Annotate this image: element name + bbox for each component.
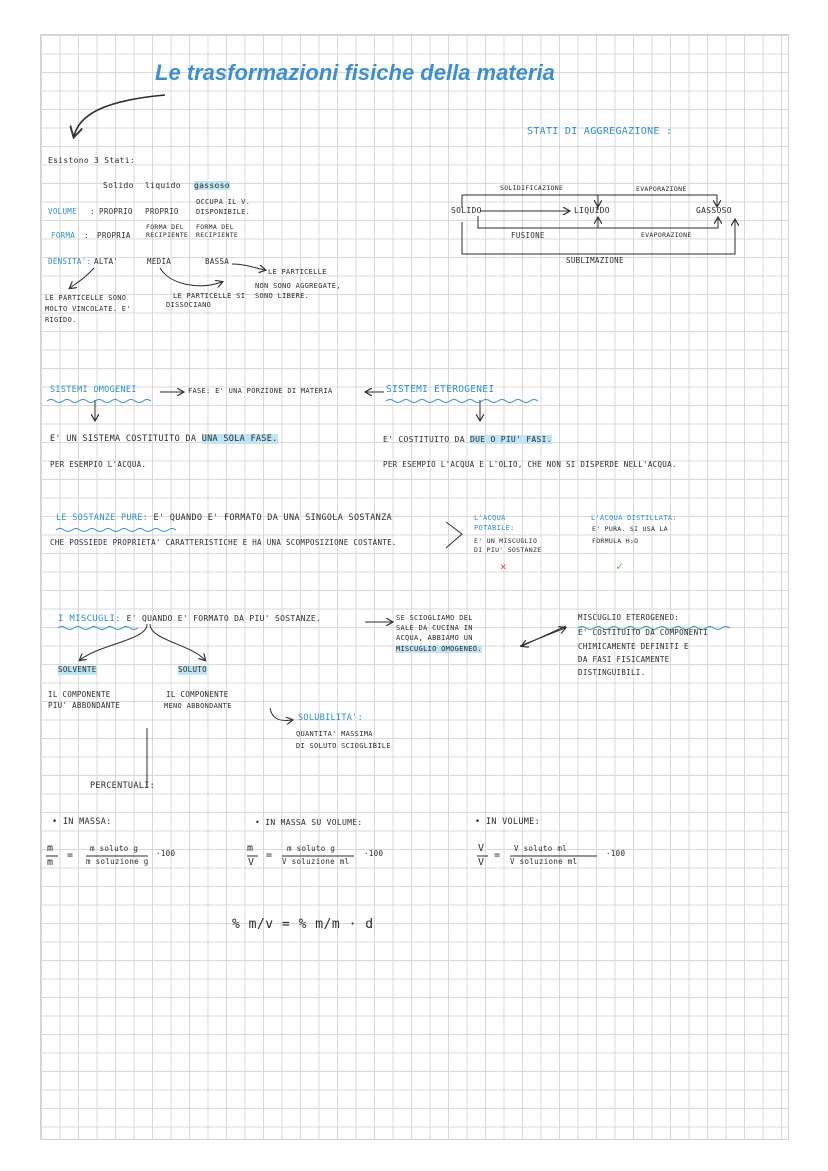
forma-sep: : <box>84 231 89 240</box>
miscugli-definition <box>58 614 321 624</box>
label-solidificazione: SOLIDIFICAZIONE <box>500 184 564 192</box>
omogenei-def-prefix: E' UN SISTEMA COSTITUITO DA <box>50 434 197 444</box>
note-liquido-1: LE PARTICELLE SI <box>173 292 246 300</box>
intro-heading: Esistono 3 Stati: <box>48 156 135 165</box>
massa-heading: • IN MASSA: <box>52 817 112 827</box>
eterogenei-definition <box>383 435 552 444</box>
potabile-title-2: POTABILE: <box>474 524 515 532</box>
label-evaporazione-top: EVAPORAZIONE <box>636 185 687 193</box>
volume-liquido: PROPRIO <box>145 207 179 216</box>
pure-definition-1 <box>56 514 392 524</box>
f3-denominator: V soluzione ml <box>510 857 578 866</box>
volume-gassoso-1: OCCUPA IL V. <box>196 198 251 206</box>
note-solido-2: MOLTO VINCOLATE. E' <box>45 305 131 313</box>
omogeneo-example-3: ACQUA, ABBIAMO UN <box>396 634 473 642</box>
check-icon: ✓ <box>616 559 624 573</box>
row-volume-label: VOLUME <box>48 207 77 216</box>
f1-equals: = <box>67 850 74 861</box>
solubilita-label: SOLUBILITA': <box>298 713 364 723</box>
distillata-title: L'ACQUA DISTILLATA: <box>591 514 677 522</box>
percentuali-heading: PERCENTUALI: <box>90 781 156 791</box>
f1-left-den: m <box>47 857 54 868</box>
eterogeneo-desc-1: E' COSTITUITO DA COMPONENTI <box>578 628 709 637</box>
eterogeneo-desc-2: CHIMICAMENTE DEFINITI E <box>578 642 689 651</box>
volume-heading: • IN VOLUME: <box>475 817 541 827</box>
title-arrow <box>74 95 165 136</box>
state-solido: SOLIDO <box>451 206 482 215</box>
solvente-def-1: IL COMPONENTE <box>48 690 111 699</box>
fase-definition: FASE: E' UNA PORZIONE DI MATERIA <box>188 387 333 395</box>
densita-solido: ALTA' <box>94 257 119 266</box>
forma-gassoso-2: RECIPIENTE <box>196 231 239 239</box>
f2-denominator: V soluzione ml <box>282 857 350 866</box>
forma-gassoso-1: FORMA DEL <box>196 223 234 231</box>
potabile-title-1: L'ACQUA <box>474 514 506 522</box>
soluto-label: SOLUTO <box>178 665 207 674</box>
massa-volume-heading: • IN MASSA SU VOLUME: <box>255 818 363 827</box>
soluto-def-2: MENO ABBONDANTE <box>164 702 232 710</box>
f1-times: ·100 <box>156 849 176 858</box>
forma-solido: PROPRIA <box>97 231 131 240</box>
f2-left-num: m <box>247 843 254 854</box>
omogenei-esempio: PER ESEMPIO L'ACQUA. <box>50 460 147 469</box>
eterogeneo-desc-4: DISTINGUIBILI. <box>578 668 646 677</box>
f2-times: ·100 <box>364 849 384 858</box>
sistemi-eterogenei: SISTEMI ETEROGENEI <box>386 384 495 395</box>
pure-label: LE SOSTANZE PURE: <box>56 513 149 523</box>
row-forma-label: FORMA <box>51 231 76 240</box>
col-solido: Solido <box>103 181 134 190</box>
omogeneo-example-4: MISCUGLIO OMOGENEO. <box>396 645 482 653</box>
soluto-def-1: IL COMPONENTE <box>166 690 229 699</box>
label-fusione: FUSIONE <box>511 231 545 240</box>
state-gassoso: GASSOSO <box>696 206 732 215</box>
note-solido-3: RIGIDO. <box>45 316 77 324</box>
col-liquido: liquido <box>145 181 181 190</box>
omogeneo-example-1: SE SCIOGLIAMO DEL <box>396 614 473 622</box>
f3-numerator: V soluto ml <box>514 844 567 853</box>
volume-solido: PROPRIO <box>99 207 133 216</box>
omogeneo-example-2: SALE DA CUCINA IN <box>396 624 473 632</box>
miscugli-def: E' QUANDO E' FORMATO DA PIU' SOSTANZE. <box>126 614 322 623</box>
volume-heading-text: IN VOLUME: <box>485 817 541 827</box>
massa-heading-text: IN MASSA: <box>62 817 112 827</box>
distillata-desc-2: FORMULA H₂O <box>592 537 639 545</box>
eterogeneo-title: MISCUGLIO ETEROGENEO: <box>578 613 680 622</box>
distillata-desc-1: E' PURA. SI USA LA <box>592 525 668 533</box>
page-title: Le trasformazioni fisiche della materia <box>155 60 555 85</box>
forma-liquido-2: RECIPIENTE <box>146 231 189 239</box>
f1-denominator: m soluzione g <box>86 857 149 866</box>
f2-left-den: V <box>248 857 255 868</box>
f2-equals: = <box>266 850 273 861</box>
relation-formula: % m/v = % m/m · d <box>232 917 374 932</box>
eterogenei-def-prefix: E' COSTITUITO DA <box>383 435 465 444</box>
note-gassoso-2: NON SONO AGGREGATE, <box>255 282 341 290</box>
miscugli-label: I MISCUGLI: <box>58 614 121 624</box>
f1-numerator: m soluto g <box>90 844 139 853</box>
cross-icon: ✕ <box>500 560 507 573</box>
eterogenei-def-highlight: DUE O PIU' FASI. <box>470 435 552 444</box>
col-gassoso: gassoso <box>194 181 230 190</box>
row-densita-label: DENSITA': <box>48 257 92 266</box>
pure-def-1: E' QUANDO E' FORMATO DA UNA SINGOLA SOSTANZA <box>153 513 392 523</box>
sistemi-omogenei: SISTEMI OMOGENEI <box>50 385 137 395</box>
note-gassoso-1: LE PARTICELLE <box>268 268 327 276</box>
solvente-label: SOLVENTE <box>58 665 97 674</box>
note-liquido-2: DISSOCIANO <box>166 301 212 309</box>
note-gassoso-3: SONO LIBERE. <box>255 292 310 300</box>
label-evaporazione-bottom: EVAPORAZIONE <box>641 231 692 239</box>
label-sublimazione: SUBLIMAZIONE <box>566 256 624 265</box>
volume-sep: : <box>90 207 95 216</box>
potabile-desc-2: DI PIU' SOSTANZE <box>474 546 542 554</box>
omogenei-def-highlight: UNA SOLA FASE. <box>201 434 278 444</box>
potabile-desc-1: E' UN MISCUGLIO <box>474 537 538 545</box>
note-solido-1: LE PARTICELLE SONO <box>45 294 127 302</box>
solubilita-def-2: DI SOLUTO SCIOGLIBILE <box>296 742 391 750</box>
eterogeneo-desc-3: DA FASI FISICAMENTE <box>578 655 670 664</box>
f3-left-num: V <box>478 843 485 854</box>
f2-numerator: m soluto g <box>287 844 336 853</box>
f3-equals: = <box>494 850 501 861</box>
stati-heading: STATI DI AGGREGAZIONE : <box>527 126 673 137</box>
forma-liquido-1: FORMA DEL <box>146 223 184 231</box>
densita-liquido: MEDIA <box>147 257 172 266</box>
omogenei-definition <box>50 435 278 445</box>
f3-times: ·100 <box>606 849 626 858</box>
solubilita-def-1: QUANTITA' MASSIMA <box>296 730 373 738</box>
eterogenei-esempio: PER ESEMPIO L'ACQUA E L'OLIO, CHE NON SI DISPERDE NELL'ACQUA. <box>383 460 677 469</box>
pure-def-2: CHE POSSIEDE PROPRIETA' CARATTERISTICHE E HA UNA SCOMPOSIZIONE COSTANTE. <box>50 538 397 547</box>
volume-gassoso-2: DISPONIBILE. <box>196 208 251 216</box>
massa-volume-heading-text: IN MASSA SU VOLUME: <box>265 818 363 827</box>
solvente-def-2: PIU' ABBONDANTE <box>48 701 121 710</box>
f1-left-num: m <box>47 843 54 854</box>
f3-left-den: V <box>478 857 485 868</box>
densita-gassoso: BASSA <box>205 257 230 266</box>
state-liquido: LIQUIDO <box>574 206 610 215</box>
